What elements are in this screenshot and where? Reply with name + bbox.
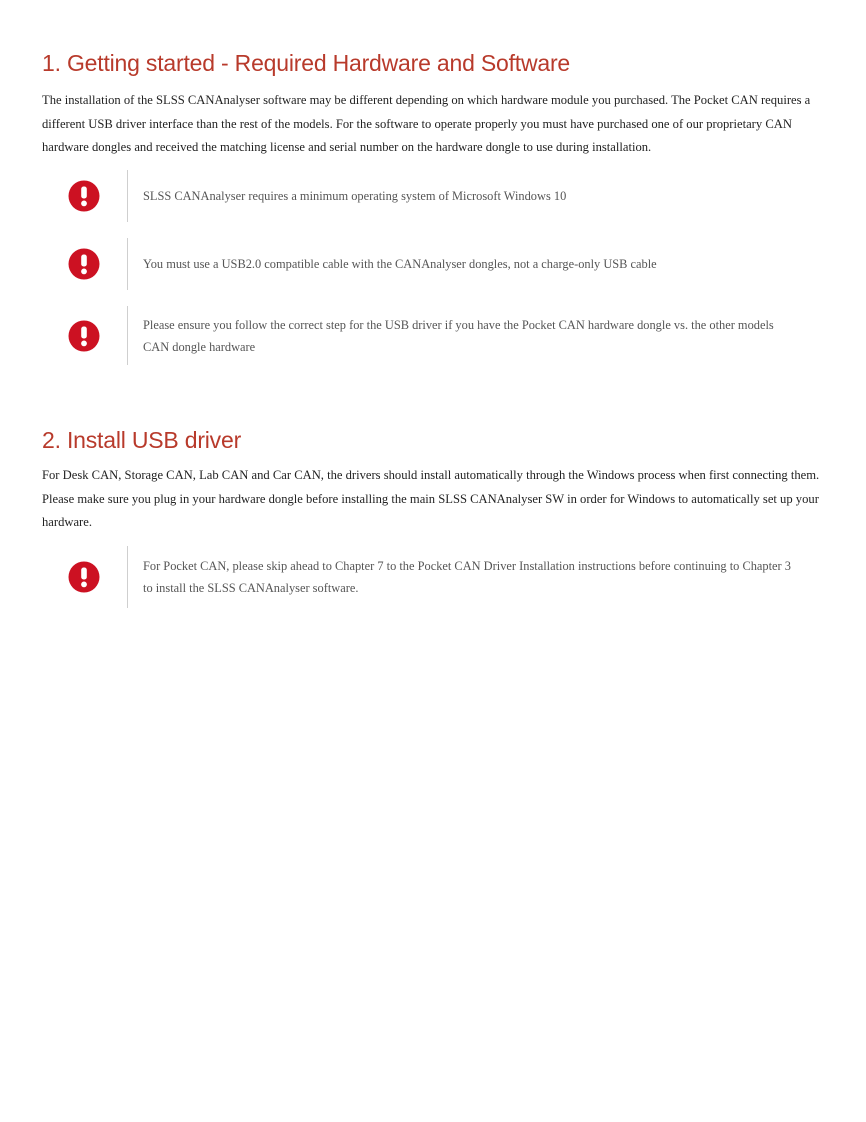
exclamation-circle-icon	[68, 180, 100, 212]
callout-text: Please ensure you follow the correct step for the USB driver if you have the Pocket CAN hardware dongle vs. the other models CAN dongle hardware	[143, 317, 774, 354]
exclamation-circle-icon	[68, 561, 100, 593]
callout-text: SLSS CANAnalyser requires a minimum operating system of Microsoft Windows 10	[143, 189, 567, 203]
section-1-heading: 1. Getting started - Required Hardware and Software	[42, 50, 571, 76]
callout-text: For Pocket CAN, please skip ahead to Chapter 7 to the Pocket CAN Driver Installation instructions before continuing to Chapter 3 to install the SLSS CANAnalyser software.	[143, 559, 791, 595]
callout-usb-cable	[68, 238, 808, 290]
section-2-paragraph: For Desk CAN, Storage CAN, Lab CAN and Car CAN, the drivers should install automatically through the Windows process when first connecting them. Please make sure you plug in your hardware dongle before installing the main SLSS CANAnalyser SW in order for Windows to automatically set up your hardware.	[42, 468, 820, 529]
callout-text-block	[127, 170, 793, 222]
callout-text-block	[127, 546, 793, 608]
callout-text-block	[127, 238, 793, 290]
section-2-heading: 2. Install USB driver	[42, 427, 242, 453]
callout-text-block	[127, 306, 793, 365]
callout-text: You must use a USB2.0 compatible cable with the CANAnalyser dongles, not a charge-only USB cable	[143, 257, 657, 271]
callout-usb-driver-step	[68, 306, 808, 365]
section-1-paragraph: The installation of the SLSS CANAnalyser software may be different depending on which hardware module you purchased. The Pocket CAN requires a different USB driver interface than the rest of the models. For the software to operate properly you must have purchased one of our proprietary CAN hardware dongles and received the matching license and serial number on the hardware dongle to use during installation.	[42, 93, 811, 154]
exclamation-circle-icon	[68, 248, 100, 280]
exclamation-circle-icon	[68, 320, 100, 352]
callout-os-requirement	[68, 170, 808, 222]
callout-pocket-can	[68, 546, 808, 608]
